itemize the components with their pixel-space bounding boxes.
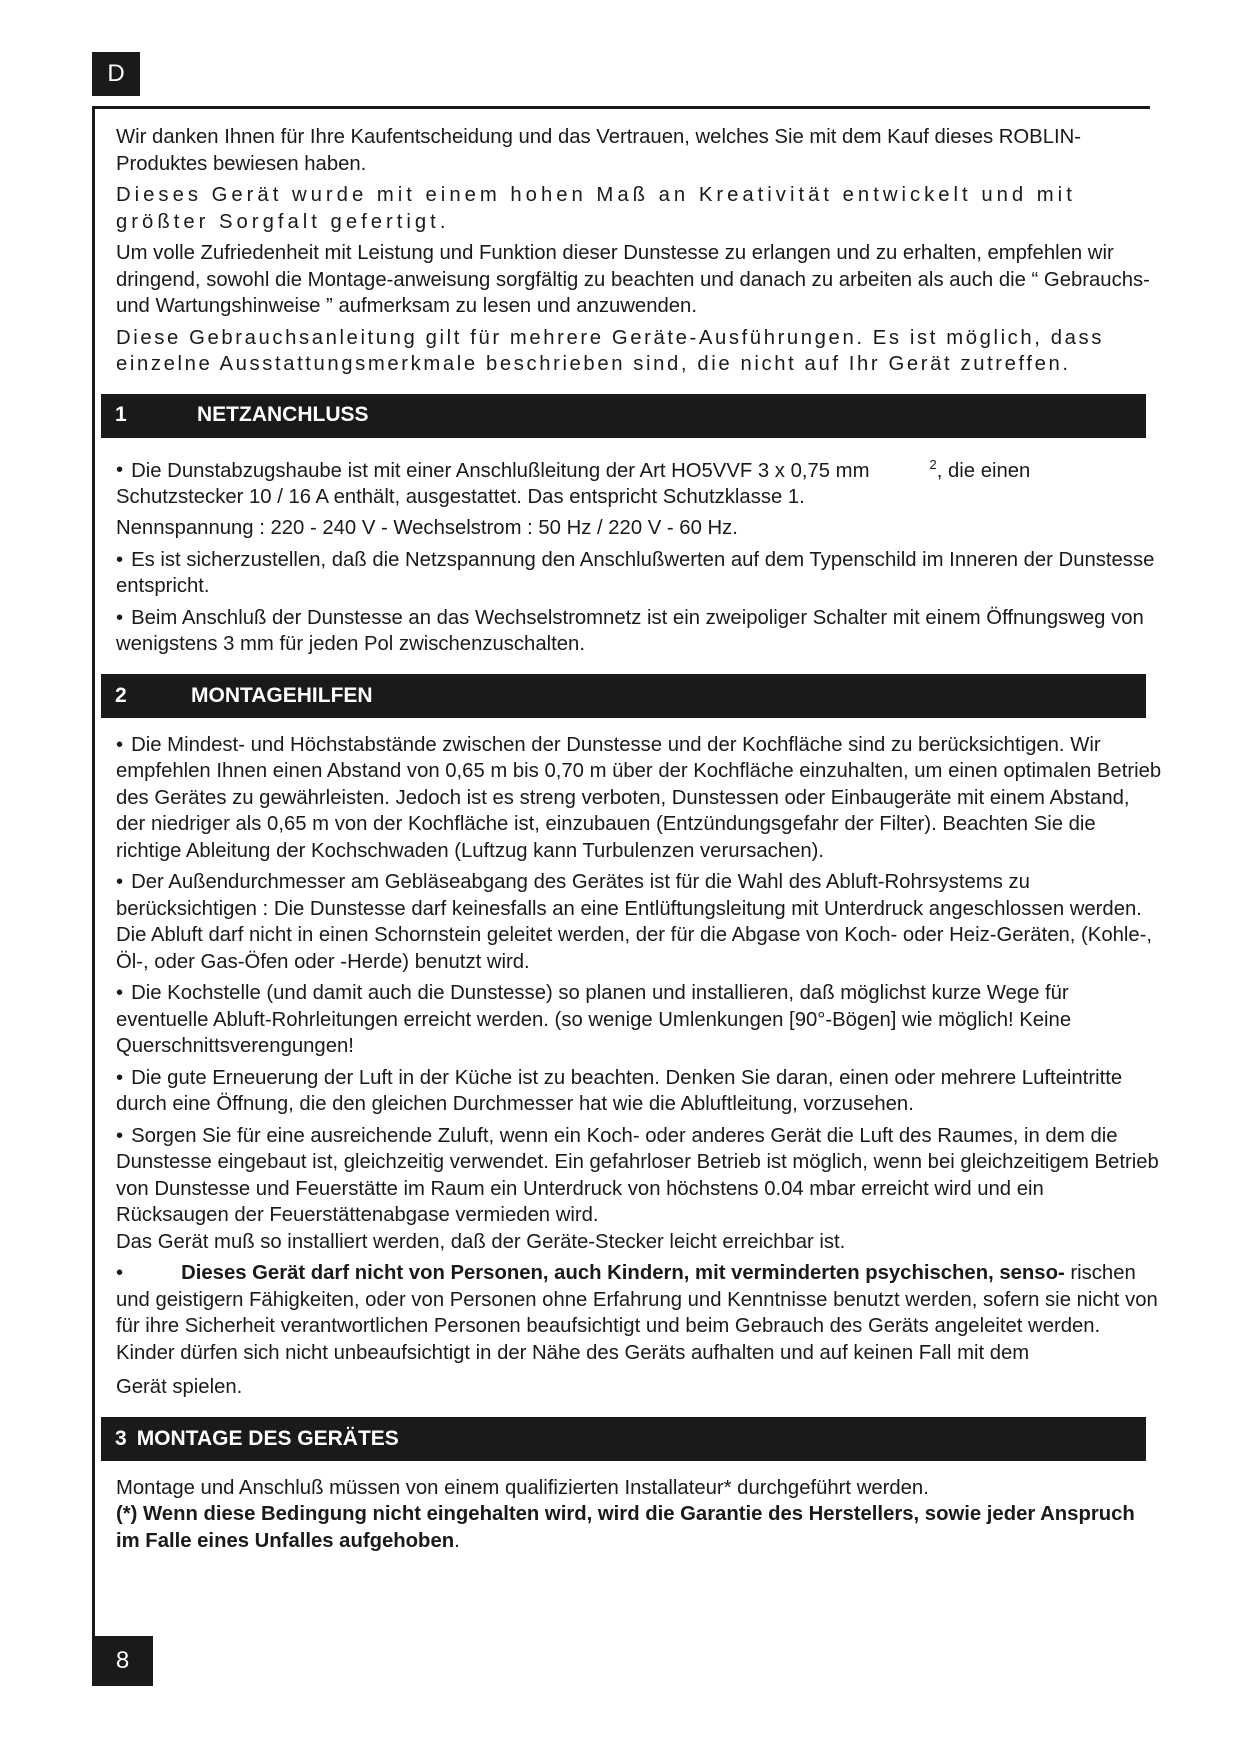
section-title: MONTAGE DES GERÄTES <box>136 1426 399 1450</box>
section-title: NETZANCHLUSS <box>197 403 369 427</box>
page-number: 8 <box>92 1636 153 1686</box>
hilfen-text-3: Die Kochstelle (und damit auch die Dunstesse) so planen und installieren, daß möglichst kurze Wege für eventuelle Abluft-Rohrleitungen erreicht werden. (so wenige Umlenkungen [90°-Bögen] wie möglich! Keine Querschnittsverengungen! <box>116 982 1072 1058</box>
montage-paragraph-1: Montage und Anschluß müssen von einem qualifizierten Installateur* durchgeführt werden. <box>116 1476 929 1499</box>
hilfen-text-5: Sorgen Sie für eine ausreichende Zuluft, wenn ein Koch- oder anderes Gerät die Luft des Raumes, in dem die Dunstesse eingebaut ist, gleichzeitig verwendet. Ein gefahrloser Betrieb ist möglich, wenn bei gleichzeitigem Betrieb von Dunstesse und Feuerstätte im Raum ein Unterdruck von höchstens 0.04 mbar erreicht wird und ein Rücksaugen der Feuerstättenabgase vermieden wird. <box>116 1124 1159 1227</box>
bullet: • <box>116 459 124 482</box>
section-number: 1 <box>115 403 127 427</box>
bullet: • <box>116 871 124 894</box>
section-number: 3 <box>115 1426 127 1450</box>
warning-text: rischen und geistigern Fähigkeiten, oder von Personen ohne Erfahrung und Kenntnisse benutzt werden, sofern sie nicht von für ihre Sicherheit verantwortlichen Personen beaufsichtigt und beim Gebrauch des Geräts angeleitet werden. <box>116 1262 1158 1338</box>
netz-text-3: Es ist sicherzustellen, daß die Netzspannung den Anschlußwerten auf dem Typenschild im Inneren der Dunstesse entspricht. <box>116 548 1155 598</box>
netz-text-1a: Die Dunstabzugshaube ist mit einer Anschlußleitung der Art HO5VVF 3 x 0,75 mm <box>131 459 870 482</box>
section-header-netzanschluss <box>101 394 1146 438</box>
page-content <box>116 124 1162 1559</box>
warning-bold-text: Dieses Gerät darf nicht von Personen, auch Kindern, mit verminderten psychischen, senso- <box>181 1262 1065 1285</box>
hilfen-paragraph-2 <box>116 869 1162 975</box>
hilfen-paragraph-4 <box>116 1065 1162 1118</box>
montage-bold-text: (*) Wenn diese Bedingung nicht eingehalten wird, wird die Garantie des Herstellers, sowie jeder Anspruch im Falle eines Unfalles aufgehoben <box>116 1503 1135 1552</box>
left-rule <box>92 106 95 1636</box>
netz-text-4: Beim Anschluß der Dunstesse an das Wechselstromnetz ist ein zweipoliger Schalter mit einem Öffnungsweg von wenigstens 3 mm für jeden Pol zwischenzuschalten. <box>116 606 1144 656</box>
bullet: • <box>116 606 124 629</box>
hilfen-paragraph-6: Das Gerät muß so installiert werden, daß der Geräte-Stecker leicht erreichbar ist. <box>116 1230 846 1253</box>
hilfen-paragraph-8: Kinder dürfen sich nicht unbeaufsichtigt in der Nähe des Geräts aufhalten und auf keinen Fall mit dem <box>116 1341 1030 1364</box>
hilfen-paragraph-1 <box>116 732 1162 865</box>
intro-paragraph-4: Diese Gebrauchsanleitung gilt für mehrere Geräte-Ausführungen. Es ist möglich, dass einzelne Ausstattungsmerkmale beschrieben sind, die nicht auf Ihr Gerät zutreffen. <box>116 326 1105 375</box>
top-rule <box>92 106 1150 109</box>
superscript: 2 <box>929 456 937 472</box>
bullet: • <box>116 548 124 571</box>
hilfen-paragraph-7 <box>116 1260 1162 1340</box>
section-title: MONTAGEHILFEN <box>191 683 373 707</box>
netz-text-1b: , die einen Schutzstecker 10 / 16 A enthält, ausgestattet. Das entspricht Schutzklasse 1. <box>116 459 1031 508</box>
hilfen-text-2: Der Außendurchmesser am Gebläseabgang des Gerätes ist für die Wahl des Abluft-Rohrsystems zu berücksichtigen : Die Dunstesse darf keinesfalls an eine Entlüftungsleitung mit Unterdruck angeschlossen werden. Die Abluft darf nicht in einen Schornstein geleitet werden, der für die Abgase von Koch- oder Heiz-Geräten, (Kohle-, Öl-, oder Gas-Öfen oder -Herde) benutzt wird. <box>116 871 1153 973</box>
section-header-montage <box>101 1417 1146 1461</box>
bullet: • <box>116 1262 124 1285</box>
bullet: • <box>116 1066 124 1089</box>
montage-period: . <box>454 1529 460 1552</box>
montage-paragraph-2 <box>116 1501 1162 1554</box>
section-number: 2 <box>115 683 127 707</box>
language-tab: D <box>92 52 140 96</box>
netz-paragraph-2: Nennspannung : 220 - 240 V - Wechselstrom : 50 Hz / 220 V - 60 Hz. <box>116 517 738 540</box>
hilfen-text-4: Die gute Erneuerung der Luft in der Küche ist zu beachten. Denken Sie daran, einen oder mehrere Lufteintritte durch eine Öffnung, die den gleichen Durchmesser hat wie die Abluftleitung, vorzusehen. <box>116 1066 1123 1116</box>
netz-paragraph-4 <box>116 605 1162 658</box>
intro-paragraph-3: Um volle Zufriedenheit mit Leistung und Funktion dieser Dunstesse zu erlangen und zu erhalten, empfehlen wir dringend, sowohl die Montage-anweisung sorgfältig zu beachten und danach zu arbeiten als auch die “ Gebrauchs- und Wartungshinweise ” aufmerksam zu lesen und anzuwenden. <box>116 242 1150 317</box>
netz-paragraph-1 <box>116 452 1162 511</box>
section-header-montagehilfen <box>101 674 1146 718</box>
hilfen-paragraph-3 <box>116 980 1162 1060</box>
hilfen-paragraph-5 <box>116 1123 1162 1229</box>
intro-paragraph-2: Dieses Gerät wurde mit einem hohen Maß an Kreativität entwickelt und mit größter Sorgfalt gefertigt. <box>116 184 1076 233</box>
bullet: • <box>116 1124 124 1147</box>
bullet: • <box>116 733 124 756</box>
netz-paragraph-3 <box>116 547 1162 600</box>
hilfen-text-1: Die Mindest- und Höchstabstände zwischen der Dunstesse und der Kochfläche sind zu berücksichtigen. Wir empfehlen Ihnen einen Abstand von 0,65 m bis 0,70 m über der Kochfläche einzuhalten, um einen optimalen Betrieb des Gerätes zu gewährleisten. Jedoch ist es streng verboten, Dunstessen oder Einbaugeräte mit einem Abstand, der niedriger als 0,65 m von der Kochfläche ist, einzubauen (Entzündungsgefahr der Filter). Beachten Sie die richtige Ableitung der Kochschwaden (Luftzug kann Turbulenzen verursachen). <box>116 733 1162 862</box>
intro-paragraph-1: Wir danken Ihnen für Ihre Kaufentscheidung und das Vertrauen, welches Sie mit dem Kauf dieses ROBLIN-Produktes bewiesen haben. <box>116 126 1082 175</box>
hilfen-paragraph-9: Gerät spielen. <box>116 1376 243 1399</box>
bullet: • <box>116 982 124 1005</box>
